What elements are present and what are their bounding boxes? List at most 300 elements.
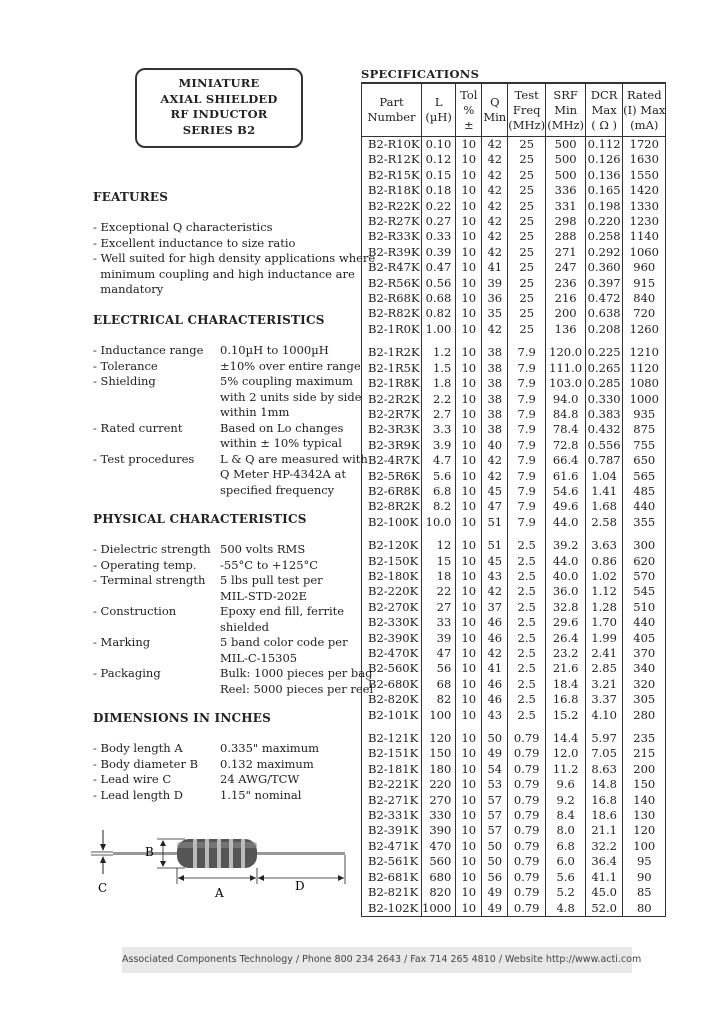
table-cell: 57 [482,808,508,823]
table-cell: 2.5 [508,677,546,692]
table-cell: 40 [482,438,508,453]
table-cell: 78.4 [546,422,586,437]
table-cell: 44.0 [546,554,586,569]
table-cell: 0.220 [586,214,623,229]
table-cell: 236 [546,276,586,291]
table-cell: 0.638 [586,306,623,321]
table-cell: 10 [456,584,482,599]
table-row [362,183,666,198]
table-cell: 298 [546,214,586,229]
characteristic-value: with 2 units side by side [220,389,362,404]
table-cell: B2-2R7K [362,407,422,422]
label-a: A [215,886,224,900]
table-cell: 57 [482,823,508,838]
characteristic-label: - Inductance range [93,343,204,357]
table-cell: B2-150K [362,554,422,569]
column-header-line: Freq [512,102,541,117]
table-cell: 16.8 [546,692,586,707]
table-cell: 0.18 [422,183,456,198]
table-cell: 46 [482,615,508,630]
table-cell: 10 [456,453,482,468]
table-cell: 50 [482,731,508,746]
column-header-line: SRF [553,87,578,102]
title-line: AXIAL SHIELDED [160,91,278,106]
table-cell: 3.9 [422,438,456,453]
feature-item: minimum coupling and high inductance are [93,266,355,281]
table-cell: B2-4R7K [362,453,422,468]
table-cell: 470 [422,839,456,854]
table-cell: B2-R10K [362,137,422,153]
table-cell: B2-100K [362,515,422,530]
characteristic-value: 0.335" maximum [220,741,320,755]
column-header [586,83,623,137]
group-spacer [362,723,666,731]
table-cell: B2-390K [362,631,422,646]
characteristic-label: - Shielding [93,374,156,388]
table-cell: 0.79 [508,731,546,746]
table-cell: B2-3R3K [362,422,422,437]
column-header-line: (mA) [630,117,659,132]
table-cell: 10 [456,214,482,229]
table-cell: 100 [422,708,456,723]
label-c: C [98,881,108,895]
table-row [362,291,666,306]
column-header-line: DCR [590,87,618,102]
table-cell: 1.2 [422,345,456,360]
column-header-line: Max [591,102,617,117]
table-row [362,708,666,723]
characteristic-value: Q Meter HP-4342A at [220,467,346,481]
table-cell: 32.8 [546,600,586,615]
table-cell: 27 [422,600,456,615]
label-b: B [145,845,154,859]
table-cell: 42 [482,199,508,214]
table-cell: 10 [456,137,482,153]
table-cell: 16.8 [586,793,623,808]
table-row [362,276,666,291]
table-cell: 2.41 [586,646,623,661]
table-cell: 150 [422,746,456,761]
table-cell: 0.68 [422,291,456,306]
table-cell: 38 [482,345,508,360]
table-cell: 80 [623,901,666,917]
table-cell: 39.2 [546,538,586,553]
table-cell: 42 [482,168,508,183]
column-header-line: (MHz) [547,117,585,132]
table-cell: 15.2 [546,708,586,723]
table-cell: B2-R27K [362,214,422,229]
table-row [362,746,666,761]
table-cell: 355 [623,515,666,530]
column-header-line: Min [483,110,507,124]
table-cell: 40.0 [546,569,586,584]
table-cell: 46 [482,631,508,646]
table-cell: B2-391K [362,823,422,838]
table-cell: 1230 [623,214,666,229]
table-row [362,854,666,869]
table-cell: 51 [482,515,508,530]
table-cell: 2.5 [508,631,546,646]
table-cell: 94.0 [546,392,586,407]
table-cell: 43 [482,708,508,723]
table-cell: 915 [623,276,666,291]
table-cell: 5.6 [546,870,586,885]
table-cell: 0.79 [508,762,546,777]
table-cell: 10 [456,260,482,275]
table-cell: 25 [508,291,546,306]
table-cell: 6.8 [546,839,586,854]
table-row [362,438,666,453]
characteristic-value: 24 AWG/TCW [220,772,300,786]
table-cell: B2-6R8K [362,484,422,499]
table-cell: 1720 [623,137,666,153]
table-cell: 0.79 [508,823,546,838]
table-cell: 485 [623,484,666,499]
table-cell: 54 [482,762,508,777]
column-header [362,83,422,137]
table-row [362,615,666,630]
table-cell: 2.5 [508,538,546,553]
table-cell: 120 [422,731,456,746]
table-cell: 7.9 [508,392,546,407]
table-cell: 45.0 [586,885,623,900]
table-row [362,600,666,615]
table-cell: 0.258 [586,229,623,244]
table-cell: 1.04 [586,469,623,484]
table-cell: 10 [456,484,482,499]
table-row [362,499,666,514]
table-cell: B2-220K [362,584,422,599]
table-cell: B2-R39K [362,245,422,260]
table-cell: 1.28 [586,600,623,615]
characteristic-label: - Body diameter B [93,756,199,771]
table-cell: 0.47 [422,260,456,275]
table-cell: 4.10 [586,708,623,723]
table-cell: 25 [508,245,546,260]
table-row [362,692,666,707]
table-cell: 1140 [623,229,666,244]
characteristic-value: within ± 10% typical [220,436,342,450]
table-row [362,584,666,599]
characteristic-value: L & Q are measured with [220,451,368,466]
table-cell: 330 [422,808,456,823]
table-cell: 1.5 [422,361,456,376]
table-cell: 46 [482,677,508,692]
table-cell: 42 [482,229,508,244]
column-header-line: Tol [460,87,478,102]
table-cell: 21.1 [586,823,623,838]
table-cell: 5.6 [422,469,456,484]
table-cell: 2.5 [508,569,546,584]
table-cell: 25 [508,214,546,229]
table-cell: 0.79 [508,885,546,900]
characteristic-label: - Rated current [93,420,183,435]
table-cell: 10 [456,777,482,792]
table-cell: 10 [456,731,482,746]
table-cell: 305 [623,692,666,707]
series-title-box [135,68,303,148]
table-cell: 10 [456,168,482,183]
table-cell: B2-R18K [362,183,422,198]
table-cell: 440 [623,499,666,514]
table-cell: 33 [422,615,456,630]
column-header-line: Part [379,95,404,109]
table-row [362,569,666,584]
characteristic-label: - Terminal strength [93,573,206,587]
table-cell: 0.556 [586,438,623,453]
table-cell: 755 [623,438,666,453]
table-cell: 10 [456,392,482,407]
table-cell: 0.112 [586,137,623,153]
column-header-line: Test [514,87,539,102]
table-cell: 1420 [623,183,666,198]
table-cell: 49 [482,746,508,761]
table-cell: 14.4 [546,731,586,746]
table-cell: 2.7 [422,407,456,422]
table-cell: B2-R22K [362,199,422,214]
table-cell: 0.126 [586,152,623,167]
table-cell: 10 [456,245,482,260]
table-row [362,538,666,553]
table-row [362,515,666,530]
table-cell: 500 [546,168,586,183]
characteristic-value: 5 band color code per [220,635,348,649]
table-cell: 10 [456,793,482,808]
table-row [362,453,666,468]
inductor-dimension-diagram [85,822,350,902]
table-cell: 320 [623,677,666,692]
characteristic-label: - Operating temp. [93,557,197,572]
table-cell: 68 [422,677,456,692]
table-cell: 42 [482,183,508,198]
table-cell: 2.5 [508,708,546,723]
table-cell: 22 [422,584,456,599]
table-cell: 405 [623,631,666,646]
characteristic-label: - Packaging [93,666,161,680]
table-row [362,762,666,777]
table-row [362,229,666,244]
characteristic-label: - Construction [93,604,177,618]
table-cell: 1330 [623,199,666,214]
table-cell: 7.9 [508,515,546,530]
table-cell: B2-101K [362,708,422,723]
characteristic-value: 5 lbs pull test per [220,573,323,587]
table-cell: 10 [456,885,482,900]
table-cell: 2.5 [508,615,546,630]
column-header-line: Q [490,95,500,109]
table-cell: 1000 [422,901,456,917]
table-cell: 25 [508,306,546,321]
table-cell: 0.432 [586,422,623,437]
table-cell: 10 [456,615,482,630]
table-cell: 6.0 [546,854,586,869]
table-cell: 0.472 [586,291,623,306]
table-cell: 18 [422,569,456,584]
table-cell: 100 [623,839,666,854]
table-cell: B2-180K [362,569,422,584]
table-cell: 25 [508,137,546,153]
table-cell: 45 [482,554,508,569]
table-cell: 10 [456,554,482,569]
characteristic-value: -55°C to +125°C [220,557,319,572]
table-cell: 0.383 [586,407,623,422]
column-header [456,83,482,137]
table-cell: B2-R12K [362,152,422,167]
table-cell: 54.6 [546,484,586,499]
table-cell: 720 [623,306,666,321]
table-cell: 235 [623,731,666,746]
column-header-line: Rated [626,87,662,102]
table-cell: B2-2R2K [362,392,422,407]
table-cell: B2-681K [362,870,422,885]
table-cell: 0.33 [422,229,456,244]
characteristic-value: 1.15" nominal [220,787,302,802]
table-cell: 25 [508,183,546,198]
table-cell: 510 [623,600,666,615]
table-cell: 247 [546,260,586,275]
table-cell: B2-R15K [362,168,422,183]
table-cell: 3.63 [586,538,623,553]
table-cell: 0.292 [586,245,623,260]
table-cell: 10 [456,762,482,777]
table-cell: 7.9 [508,361,546,376]
table-cell: 38 [482,422,508,437]
table-cell: B2-820K [362,692,422,707]
table-cell: 9.2 [546,793,586,808]
table-cell: 25 [508,152,546,167]
table-cell: 180 [422,762,456,777]
table-cell: 14.8 [586,777,623,792]
table-row [362,345,666,360]
table-cell: 2.58 [586,515,623,530]
table-cell: 39 [422,631,456,646]
table-row [362,376,666,391]
table-cell: B2-R47K [362,260,422,275]
table-row [362,885,666,900]
table-cell: 15 [422,554,456,569]
characteristic-value: Epoxy end fill, ferrite [220,604,345,618]
table-cell: 500 [546,152,586,167]
table-cell: B2-121K [362,731,422,746]
feature-item: - Well suited for high density applications where [93,251,376,265]
table-cell: 0.79 [508,839,546,854]
feature-item: - Exceptional Q characteristics [93,220,273,234]
specifications-title: SPECIFICATIONS [361,67,480,81]
table-row [362,777,666,792]
table-cell: 2.5 [508,584,546,599]
table-cell: 23.2 [546,646,586,661]
column-header-line: ± [463,117,474,132]
table-cell: 0.136 [586,168,623,183]
table-cell: 280 [623,708,666,723]
table-cell: 18.4 [546,677,586,692]
table-cell: 51 [482,538,508,553]
table-cell: 52.0 [586,901,623,917]
table-cell: 0.265 [586,361,623,376]
table-cell: 10.0 [422,515,456,530]
table-cell: 271 [546,245,586,260]
table-row [362,808,666,823]
table-cell: 270 [422,793,456,808]
table-cell: B2-1R0K [362,322,422,337]
table-cell: 95 [623,854,666,869]
table-cell: 10 [456,677,482,692]
table-cell: 150 [623,777,666,792]
table-cell: B2-471K [362,839,422,854]
table-cell: 0.330 [586,392,623,407]
table-cell: 0.79 [508,793,546,808]
table-cell: 56 [422,661,456,676]
table-cell: 10 [456,152,482,167]
table-cell: 10 [456,661,482,676]
specifications-table [361,82,666,917]
table-cell: 5.2 [546,885,586,900]
characteristic-value: specified frequency [220,482,335,497]
table-cell: B2-270K [362,600,422,615]
table-cell: 42 [482,214,508,229]
characteristic-value: 0.132 maximum [220,756,314,771]
table-cell: 11.2 [546,762,586,777]
color-band [205,839,209,868]
table-cell: 1630 [623,152,666,167]
table-cell: 25 [508,168,546,183]
table-cell: 0.360 [586,260,623,275]
table-cell: 82 [422,692,456,707]
table-cell: 25 [508,199,546,214]
table-cell: 7.9 [508,484,546,499]
characteristic-label: - Lead length D [93,787,184,802]
table-row [362,361,666,376]
label-d: D [295,879,305,893]
table-row [362,646,666,661]
table-row [362,322,666,337]
table-cell: 7.9 [508,469,546,484]
table-cell: 38 [482,407,508,422]
table-cell: B2-331K [362,808,422,823]
table-cell: 49 [482,885,508,900]
table-row [362,631,666,646]
table-row [362,392,666,407]
table-cell: 200 [623,762,666,777]
characteristic-label: - Tolerance [93,358,158,373]
table-cell: 216 [546,291,586,306]
table-cell: 10 [456,306,482,321]
table-cell: B2-1R2K [362,345,422,360]
table-cell: 0.56 [422,276,456,291]
table-cell: 8.63 [586,762,623,777]
table-cell: 10 [456,183,482,198]
table-cell: 1.02 [586,569,623,584]
characteristic-label: - Dielectric strength [93,542,211,556]
table-cell: 72.8 [546,438,586,453]
table-cell: 10 [456,839,482,854]
column-header [422,83,456,137]
table-cell: 7.9 [508,438,546,453]
table-cell: 66.4 [546,453,586,468]
table-cell: 10 [456,322,482,337]
table-cell: 120 [623,823,666,838]
table-cell: 935 [623,407,666,422]
table-cell: 2.5 [508,600,546,615]
table-cell: 25 [508,229,546,244]
table-cell: 0.10 [422,137,456,153]
table-cell: 10 [456,708,482,723]
table-cell: 7.9 [508,407,546,422]
column-header-line: (µH) [425,110,452,124]
table-cell: 300 [623,538,666,553]
table-cell: 500 [546,137,586,153]
table-cell: 0.79 [508,901,546,917]
